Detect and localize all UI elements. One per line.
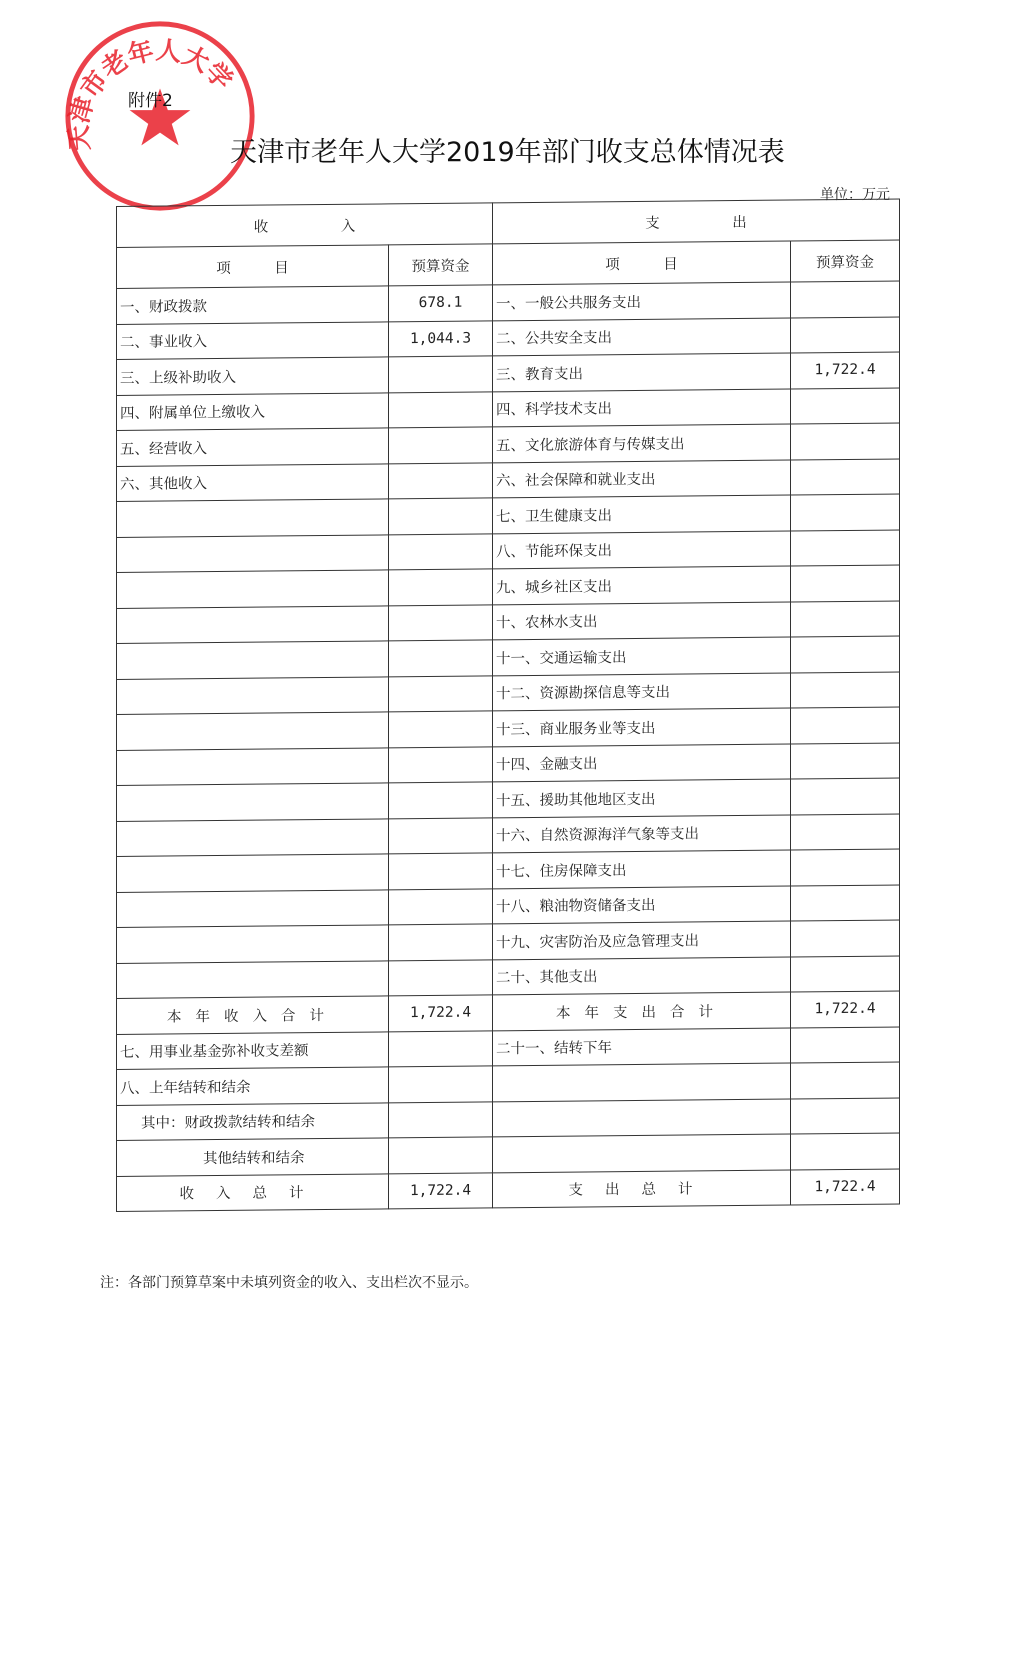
expense-header: 支 出 (493, 199, 900, 244)
income-value (389, 1066, 493, 1102)
expense-value (791, 742, 900, 779)
expense-value (791, 671, 900, 708)
expense-label (493, 1063, 791, 1101)
unit-label: 单位：万元 (820, 187, 890, 203)
expense-value (791, 281, 900, 318)
expense-label: 十四、金融支出 (493, 744, 791, 782)
expense-label: 二十、其他支出 (493, 957, 791, 995)
expense-label: 五、文化旅游体育与传媒支出 (493, 424, 791, 462)
expense-value (791, 778, 900, 815)
expense-value (791, 1097, 900, 1134)
expense-label (493, 1099, 791, 1137)
expense-subtotal-label: 本年支出合计 (493, 992, 791, 1030)
expense-value (791, 458, 900, 495)
expense-value (791, 316, 900, 353)
expense-label: 十五、援助其他地区支出 (493, 779, 791, 817)
expense-label: 九、城乡社区支出 (493, 566, 791, 604)
income-total-label: 收入总计 (117, 1173, 389, 1211)
expense-value (791, 1133, 900, 1170)
expense-value (791, 387, 900, 424)
page-title: 天津市老年人大学2019年部门收支总体情况表 (230, 137, 785, 168)
expense-label: 十六、自然资源海洋气象等支出 (493, 815, 791, 853)
expense-label: 四、科学技术支出 (493, 389, 791, 427)
income-total-value: 1,722.4 (389, 1172, 493, 1208)
attachment-label: 附件2 (128, 91, 173, 111)
income-label: 四、附属单位上缴收入 (117, 392, 389, 430)
expense-value (791, 920, 900, 957)
income-label: 其中：财政拨款结转和结余 (117, 1102, 389, 1140)
income-item-header: 项 目 (117, 245, 389, 289)
income-label: 二、事业收入 (117, 321, 389, 359)
expense-label (493, 1134, 791, 1172)
expense-value (791, 1062, 900, 1099)
expense-value (791, 1026, 900, 1063)
expense-label: 十三、商业服务业等支出 (493, 708, 791, 746)
expense-label: 十九、灾害防治及应急管理支出 (493, 921, 791, 959)
expense-label: 十八、粮油物资储备支出 (493, 886, 791, 924)
expense-value: 1,722.4 (791, 352, 900, 389)
official-seal (62, 18, 258, 214)
expense-label: 十、农林水支出 (493, 602, 791, 640)
expense-label: 一、一般公共服务支出 (493, 282, 791, 320)
expense-label: 二十一、结转下年 (493, 1028, 791, 1066)
expense-value (791, 636, 900, 673)
expense-total-value: 1,722.4 (791, 1168, 900, 1205)
income-label: 六、其他收入 (117, 463, 389, 501)
budget-table (116, 198, 900, 1212)
income-subtotal-label: 本年收入合计 (117, 996, 389, 1034)
expense-subtotal-value: 1,722.4 (791, 991, 900, 1028)
income-budget-header: 预算资金 (389, 244, 493, 286)
income-value (389, 1030, 493, 1066)
income-header: 收 入 (117, 203, 493, 248)
expense-label: 七、卫生健康支出 (493, 495, 791, 533)
expense-value (791, 884, 900, 921)
total-row (117, 1168, 900, 1211)
expense-value (791, 849, 900, 886)
expense-label: 二、公共安全支出 (493, 318, 791, 356)
income-value (389, 391, 493, 427)
income-label: 五、经营收入 (117, 428, 389, 466)
footnote: 注：各部门预算草案中未填列资金的收入、支出栏次不显示。 (100, 1275, 478, 1291)
income-value: 1,044.3 (389, 320, 493, 356)
income-label: 一、财政拨款 (117, 286, 389, 324)
expense-label: 十一、交通运输支出 (493, 637, 791, 675)
income-label: 七、用事业基金弥补收支差额 (117, 1031, 389, 1069)
expense-label: 三、教育支出 (493, 353, 791, 391)
income-label: 八、上年结转和结余 (117, 1067, 389, 1105)
expense-value (791, 600, 900, 637)
expense-total-label: 支出总计 (493, 1170, 791, 1208)
expense-budget-header: 预算资金 (791, 240, 900, 282)
expense-value (791, 955, 900, 992)
income-value (389, 1137, 493, 1173)
income-value: 678.1 (389, 285, 493, 321)
income-value (389, 427, 493, 463)
expense-label: 十二、资源勘探信息等支出 (493, 673, 791, 711)
expense-value (791, 707, 900, 744)
income-value (389, 356, 493, 392)
expense-label: 八、节能环保支出 (493, 531, 791, 569)
income-value (389, 462, 493, 498)
income-label: 三、上级补助收入 (117, 357, 389, 395)
expense-value (791, 813, 900, 850)
income-value (389, 1101, 493, 1137)
expense-label: 十七、住房保障支出 (493, 850, 791, 888)
expense-value (791, 529, 900, 566)
expense-item-header: 项 目 (493, 241, 791, 285)
income-label: 其他结转和结余 (117, 1138, 389, 1176)
income-subtotal-value: 1,722.4 (389, 995, 493, 1031)
expense-value (791, 423, 900, 460)
expense-value (791, 494, 900, 531)
seal-text: 天津市老年人大学 (63, 35, 239, 152)
expense-value (791, 565, 900, 602)
expense-label: 六、社会保障和就业支出 (493, 460, 791, 498)
